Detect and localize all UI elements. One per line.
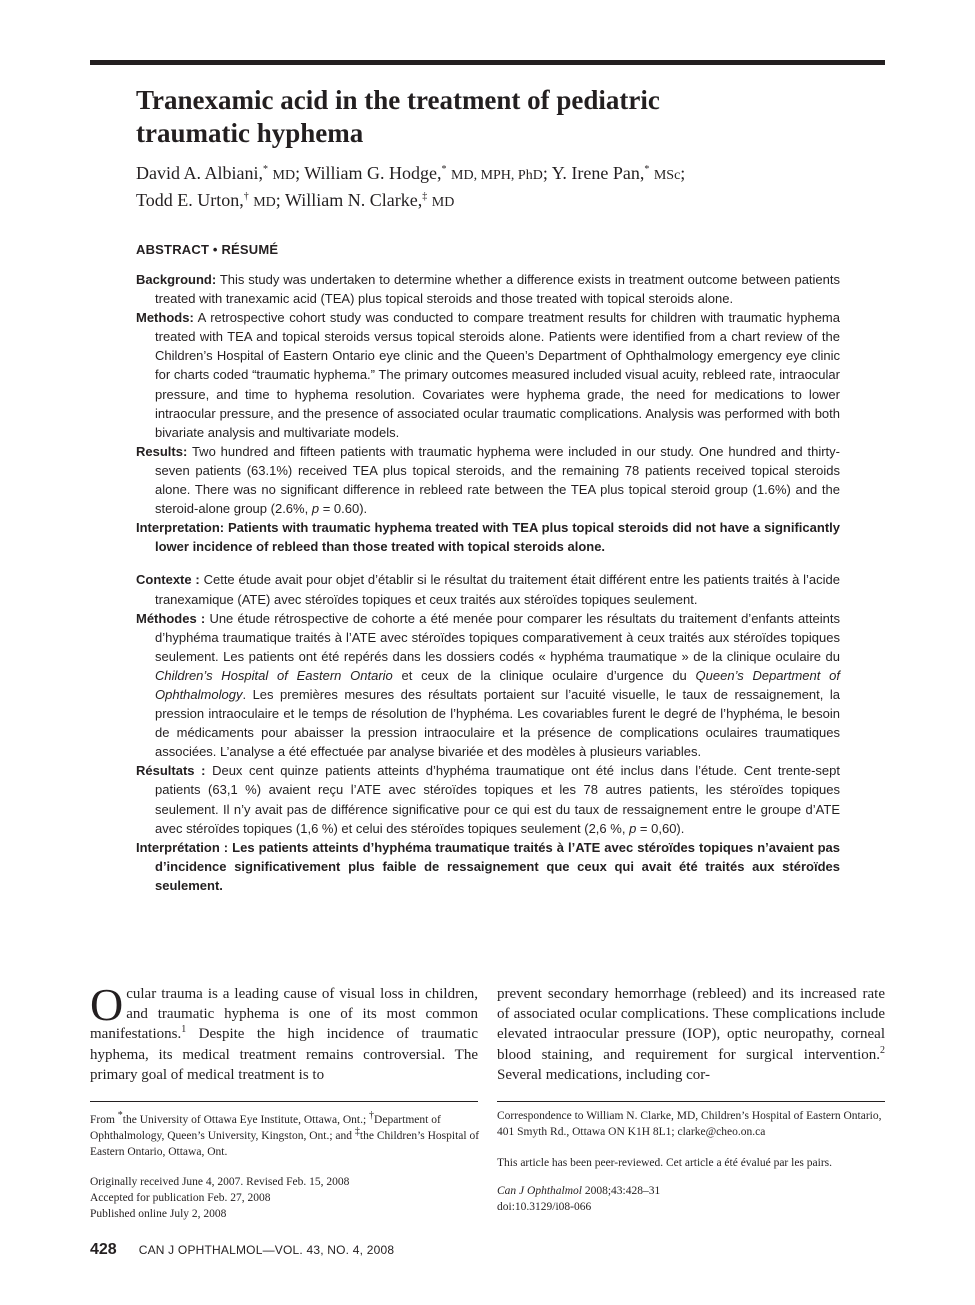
abstract-label: Méthodes : — [136, 610, 206, 626]
footnote-text: Department of Ophthalmology, Queen’s University, Kingston, Ont.; and — [90, 1114, 441, 1142]
doi: doi:10.3129/i08-066 — [497, 1201, 592, 1213]
footnote-text: the Children’s Hospital of Eastern Ontario, Ottawa, Ont. — [90, 1130, 480, 1158]
abstract-text: Deux cent quinze patients atteints d’hyphéma traumatique ont été inclus dans l’étude. Cent trente-sept patients (63,1 %) avaient reçu l’ATE avec stéroïdes topiques et les 78 autres patients, les stéroïdes topiques seulement. Il n’y avait pas de différence significative pour ce qui est du taux de ressaignement entre le groupe d’ATE avec stéroïdes topiques (1,6 %) et celui des stéroïdes topiques seulement (2,6 %, — [155, 763, 840, 836]
abstract-label: Results: — [136, 443, 188, 459]
abstract-label: Interpretation: — [136, 520, 225, 536]
received-date: Originally received June 4, 2007. Revised Feb. 15, 2008 — [90, 1176, 350, 1188]
published-date: Published online July 2, 2008 — [90, 1208, 227, 1220]
footnote-rule-left — [90, 1101, 478, 1102]
author-separator: ; — [275, 190, 281, 210]
abstract-results — [136, 442, 840, 518]
correspondence: Correspondence to William N. Clarke, MD, Children’s Hospital of Eastern Ontario, 401 Smyth Rd., Ottawa ON K1H 8L1; clarke@cheo.on.ca — [497, 1110, 882, 1138]
top-rule — [90, 60, 885, 65]
abstract-italic: Queen’s Department of Ophthalmology — [155, 667, 840, 702]
resume-resultats — [136, 761, 840, 837]
author-name: David A. Albiani, — [136, 163, 263, 183]
abstract-text: = 0.60). — [322, 501, 368, 517]
abstract-background — [136, 270, 840, 308]
affiliation-mark: ‡ — [422, 191, 428, 202]
abstract-text: = 0,60). — [639, 820, 685, 836]
abstract-label: Methods: — [136, 310, 194, 326]
abstract-spacer — [136, 556, 840, 570]
abstract-label: Interprétation : — [136, 839, 229, 855]
affiliations — [90, 1112, 480, 1160]
affiliation-mark: * — [644, 164, 650, 175]
abstract-interpretation — [136, 518, 840, 556]
footnote-rule-right — [497, 1101, 885, 1102]
p-value-symbol: p — [629, 820, 637, 836]
abstract — [136, 270, 840, 895]
page-footer — [90, 1241, 394, 1259]
body-text: prevent secondary hemorrhage (rebleed) and its increased rate of associated ocular complications. These complications include elevated intraocular pressure (IOP), optic neuropathy, corneal blood staining, and requirement for surgical intervention. — [497, 986, 885, 1063]
author-degrees: MD, MPH, PhD — [451, 168, 543, 183]
citation-journal: Can J Ophthalmol — [497, 1185, 582, 1197]
abstract-text: . Les premières mesures des résultats portaient sur l’acuité visuelle, le taux de ressaignement, la pression intraoculaire et le temps de résolution de l’hyphéma. Les covariables furent le degré de l’hyphéma, le besoin de médicaments pour abaisser la pression intraoculaire et la présence de complications oculaires traumatiques associées. L’analyse a été effectuée par analyse bivariée et des modèles à plusieurs variables. — [155, 686, 840, 760]
author-degrees: MD — [272, 168, 296, 183]
author-degrees: MSc — [653, 168, 681, 183]
citation-details: 2008;43:428–31 — [584, 1185, 661, 1197]
body-text: cular trauma is a leading cause of visual loss in children, and traumatic hyphema is one of its most common manifestations. — [90, 986, 478, 1043]
citation — [497, 1183, 887, 1215]
abstract-text: A retrospective cohort study was conducted to compare treatment results for children with traumatic hyphema treated with TEA and topical steroids versus topical steroids alone. Patients were identified from a chart review of the Children’s Hospital of Eastern Ontario eye clinic and the Queen’s Department of Ophthalmology emergency eye clinic for charts coded “traumatic hyphema.” The primary outcomes measured included visual acuity, rebleed rate, intraocular pressure, and time to hyphema resolution. Covariates were hyphema grade, the need for medications to lower intraocular pressure, and the presence of associated ocular traumatic complications. Analysis was performed with both bivariate analysis and multivariate models. — [155, 310, 840, 440]
abstract-text: et ceux de la clinique oculaire d’urgence du — [401, 667, 687, 683]
publication-dates — [90, 1174, 480, 1222]
author-separator: ; — [542, 163, 548, 183]
footnote-text: From — [90, 1114, 115, 1126]
body-column-left — [90, 979, 478, 1085]
abstract-label: Background: — [136, 272, 217, 287]
abstract-label: Résultats : — [136, 763, 206, 779]
body-text: Despite the high incidence of traumatic hyphema, its medical treatment remains controversial. The primary goal of medical treatment is to — [90, 1026, 478, 1083]
page-number: 428 — [90, 1241, 117, 1258]
author-name: Y. Irene Pan, — [551, 163, 645, 183]
abstract-text: Cette étude avait pour objet d’établir si le résultat du traitement était différent entre les patients traités à l’acide tranexamique (ATE) avec stéroïdes topiques et ceux traités aux stéroïdes topiques seulement. — [155, 572, 840, 607]
resume-methodes — [136, 609, 840, 762]
author-name: William N. Clarke, — [285, 190, 423, 210]
title-line-2: traumatic hyphema — [136, 118, 364, 148]
affiliation-mark: † — [243, 191, 249, 202]
affiliation-mark: * — [263, 164, 268, 175]
p-value-symbol: p — [311, 501, 320, 517]
affiliation-mark: † — [369, 1110, 375, 1122]
abstract-text: This study was undertaken to determine whether a difference exists in treatment outcome between patients treated with tranexamic acid (TEA) plus topical steroids and those treated with topical steroids alone. — [155, 272, 840, 307]
footnote-text: the University of Ottawa Eye Institute, Ottawa, Ont.; — [122, 1114, 367, 1126]
author-separator: ; — [680, 163, 686, 183]
author-list — [136, 161, 856, 215]
body-column-right — [497, 984, 885, 1085]
author-degrees: MD — [253, 195, 276, 210]
author-degrees: MD — [431, 195, 455, 210]
abstract-heading: ABSTRACT • RÉSUMÉ — [136, 242, 279, 257]
resume-contexte — [136, 570, 840, 608]
affiliation-mark: * — [441, 164, 447, 175]
drop-cap: O — [90, 979, 124, 1030]
reference-mark: 1 — [181, 1024, 187, 1036]
resume-interpretation — [136, 838, 840, 895]
article-title — [136, 84, 856, 150]
abstract-text: Two hundred and fifteen patients with traumatic hyphema were included in our study. One hundred and thirty-seven patients (63.1%) received TEA plus topical steroids, and the remaining 78 patients received topical steroids alone. There was no significant difference in rebleed rate between the TEA plus topical steroid group (1.6%) and the steroid-alone group (2.6%, — [155, 443, 840, 517]
affiliation-mark: * — [117, 1110, 123, 1122]
journal-line: CAN J OPHTHALMOL—VOL. 43, NO. 4, 2008 — [138, 1243, 395, 1257]
abstract-label: Contexte : — [136, 572, 200, 588]
title-line-1: Tranexamic acid in the treatment of pediatric — [136, 85, 660, 115]
abstract-methods — [136, 308, 840, 442]
author-name: Todd E. Urton, — [136, 190, 244, 210]
author-name: William G. Hodge, — [304, 163, 442, 183]
abstract-text: Les patients atteints d’hyphéma traumatique traités à l’ATE avec stéroïdes topiques n’avaient pas d’incidence significativement plus faible de ressaignement que ceux qui avait été traités aux stéroïdes seulement. — [155, 839, 840, 893]
affiliation-mark: ‡ — [354, 1126, 360, 1138]
abstract-text: Une étude rétrospective de cohorte a été menée pour comparer les résultats du traitement d’enfants atteints d’hyphéma traumatique traités à l’ATE avec stéroïdes topiques comparativement à ceux traités aux stéroïdes topiques seulement. Les patients ont été repérés dans les dossiers codés « hyphéma traumatique » de la clinique oculaire du — [155, 610, 840, 664]
body-text: Several medications, including cor- — [497, 1066, 710, 1083]
peer-review-note: This article has been peer-reviewed. Cet article a été évalué par les pairs. — [497, 1157, 833, 1169]
reference-mark: 2 — [880, 1044, 885, 1056]
abstract-text: Patients with traumatic hyphema treated with TEA plus topical steroids did not have a significantly lower incidence of rebleed than those treated with topical steroids alone. — [155, 520, 840, 555]
abstract-italic: Children’s Hospital of Eastern Ontario — [155, 667, 393, 683]
accepted-date: Accepted for publication Feb. 27, 2008 — [90, 1192, 271, 1204]
author-separator: ; — [295, 163, 301, 183]
